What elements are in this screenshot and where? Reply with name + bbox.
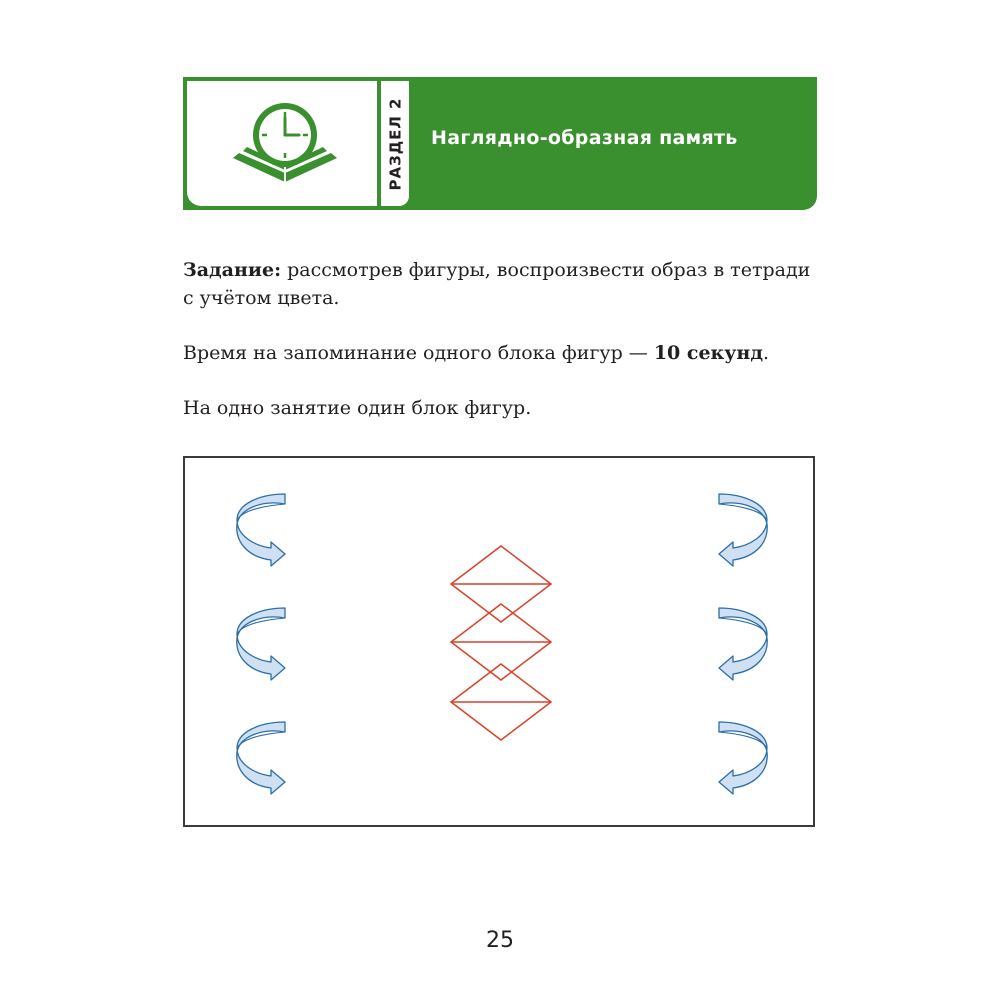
session-paragraph: На одно занятие один блок фигур.: [183, 397, 532, 419]
curved-arrow-icon: [719, 608, 767, 680]
time-paragraph: [183, 339, 823, 367]
rhombus-icon: [451, 604, 551, 680]
section-label: РАЗДЕЛ 2: [386, 97, 405, 190]
task-label: Задание:: [183, 259, 282, 281]
section-icon-panel: [187, 81, 377, 206]
page-number: 25: [486, 928, 514, 953]
section-tab: [381, 81, 409, 206]
rhombus-icon: [451, 546, 551, 622]
time-end: .: [763, 342, 770, 364]
rhombus-icon: [451, 664, 551, 740]
curved-arrow-icon: [719, 722, 767, 794]
clock-on-book-icon: [187, 81, 377, 206]
figure-canvas: [185, 458, 813, 825]
curved-arrow-icon: [237, 722, 285, 794]
figure-block: [183, 456, 815, 827]
section-title: Наглядно-образная память: [431, 127, 738, 149]
task-paragraph: [183, 256, 823, 312]
time-value: 10 секунд: [653, 342, 763, 364]
task-text: рассмотрев фигуры, воспроизвести образ в тетради с учётом цвета.: [183, 259, 811, 309]
curved-arrow-icon: [237, 494, 285, 566]
section-header: [183, 77, 817, 210]
curved-arrow-icon: [237, 608, 285, 680]
time-text: Время на запоминание одного блока фигур —: [183, 342, 654, 364]
curved-arrow-icon: [719, 494, 767, 566]
book-spine: [284, 167, 286, 182]
